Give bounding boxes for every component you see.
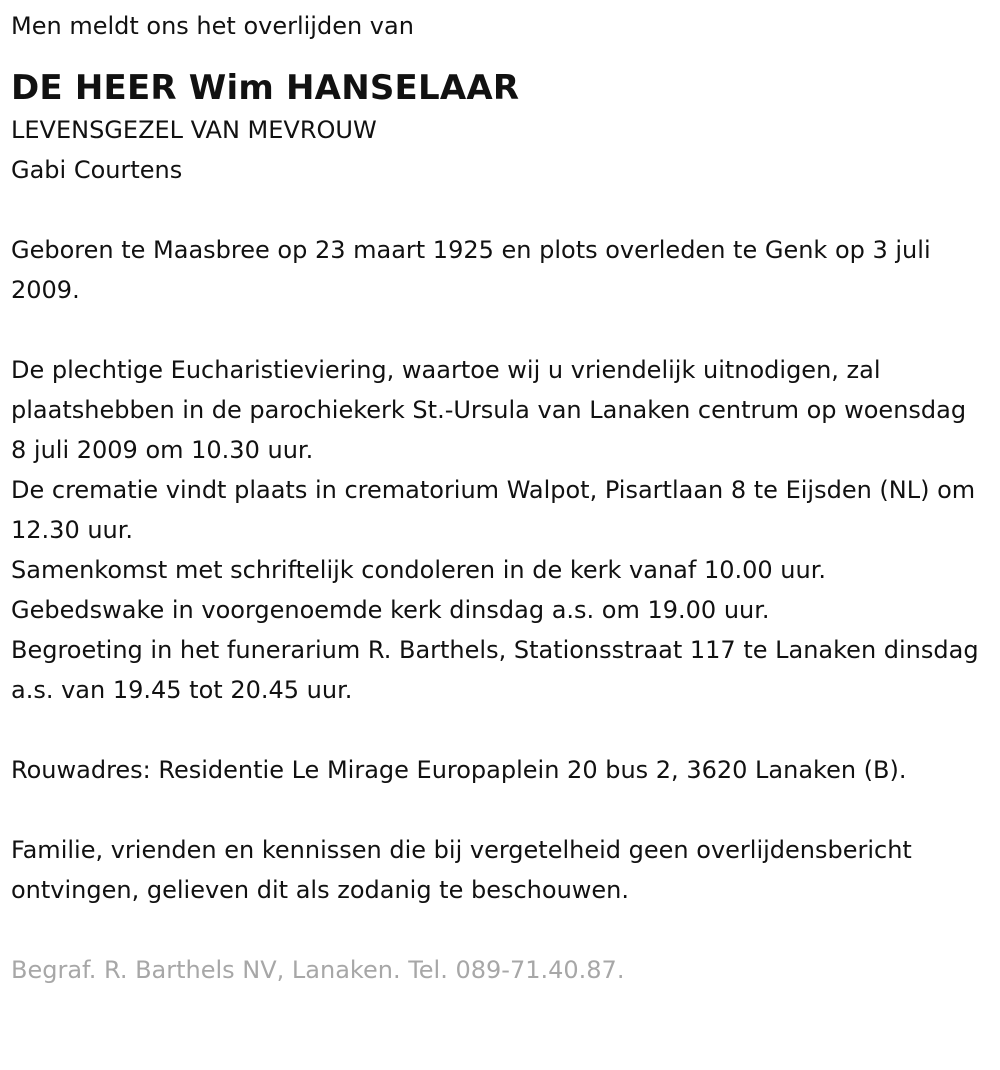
address-paragraph: Rouwadres: Residentie Le Mirage Europaplein 20 bus 2, 3620 Lanaken (B). <box>11 756 907 784</box>
intro-text: Men meldt ons het overlijden van <box>11 12 414 40</box>
gathering-paragraph: Samenkomst met schriftelijk condoleren in de kerk vanaf 10.00 uur. <box>11 556 826 584</box>
partner-name: Gabi Courtens <box>11 156 183 184</box>
cremation-paragraph: De crematie vindt plaats in crematorium Walpot, Pisartlaan 8 te Eijsden (NL) om 12.30 uur. <box>11 476 976 544</box>
birth-death-paragraph: Geboren te Maasbree op 23 maart 1925 en plots overleden te Genk op 3 juli 2009. <box>11 236 931 304</box>
deceased-name: DE HEER Wim HANSELAAR <box>11 68 520 108</box>
visitation-paragraph: Begroeting in het funerarium R. Barthels, Stationsstraat 117 te Lanaken dinsdag a.s. van 19.45 tot 20.45 uur. <box>11 636 979 704</box>
funeral-home-footer: Begraf. R. Barthels NV, Lanaken. Tel. 089-71.40.87. <box>11 956 625 984</box>
relation-text: LEVENSGEZEL VAN MEVROUW <box>11 116 377 144</box>
family-note-paragraph: Familie, vrienden en kennissen die bij vergetelheid geen overlijdensbericht ontvingen, gelieven dit als zodanig te beschouwen. <box>11 836 912 904</box>
vigil-paragraph: Gebedswake in voorgenoemde kerk dinsdag a.s. om 19.00 uur. <box>11 596 770 624</box>
ceremony-paragraph: De plechtige Eucharistieviering, waartoe wij u vriendelijk uitnodigen, zal plaatshebben in de parochiekerk St.-Ursula van Lanaken centrum op woensdag 8 juli 2009 om 10.30 uur. <box>11 356 967 464</box>
